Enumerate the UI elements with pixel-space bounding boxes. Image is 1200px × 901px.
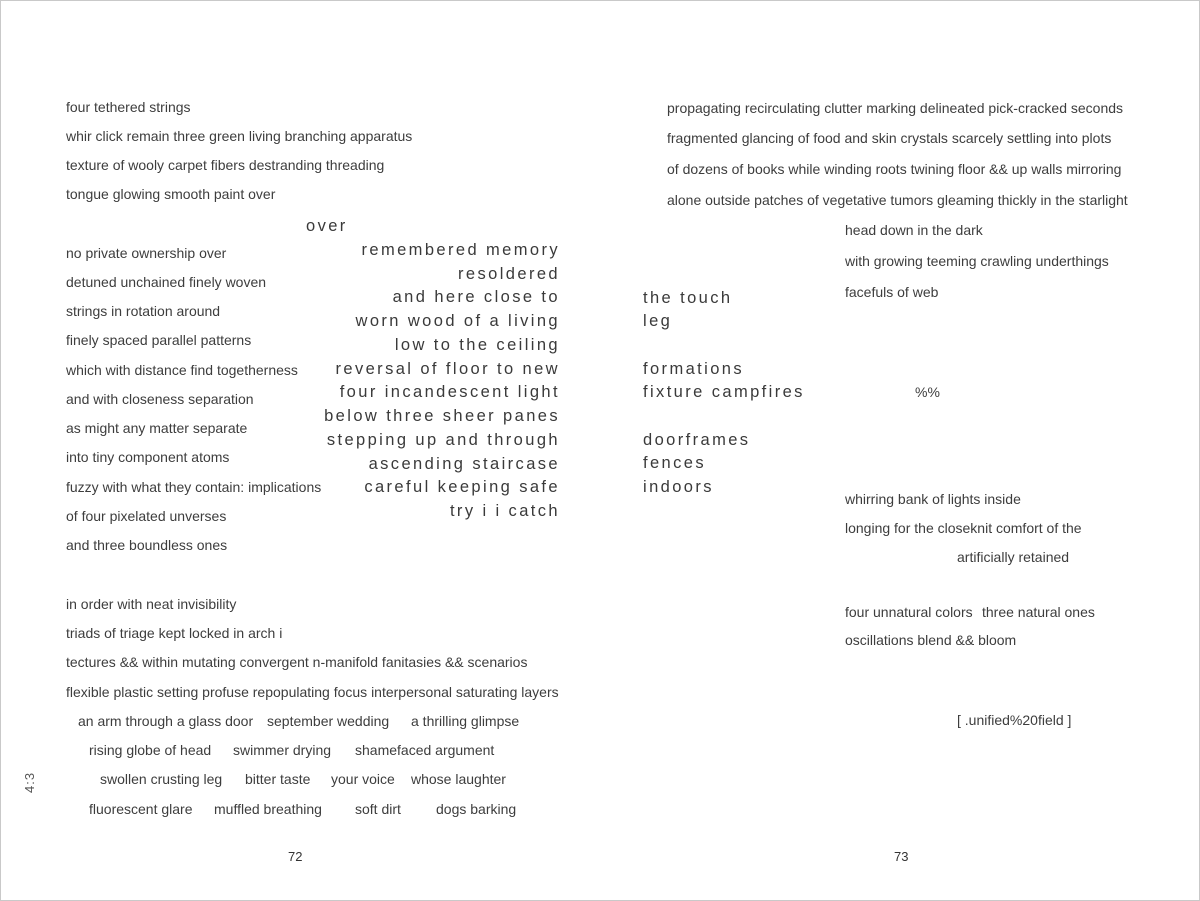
spaced-line: and here close to bbox=[392, 288, 560, 306]
side-label: 4:3 bbox=[22, 771, 37, 793]
spaced-line: the touch bbox=[643, 289, 733, 307]
spaced-line: careful keeping safe bbox=[364, 478, 560, 496]
phrase: whose laughter bbox=[411, 771, 506, 787]
text-line: longing for the closeknit comfort of the bbox=[845, 520, 1082, 536]
phrase: rising globe of head bbox=[89, 742, 212, 758]
phrase: shamefaced argument bbox=[355, 742, 495, 758]
spaced-line: indoors bbox=[643, 478, 714, 496]
text-line: four tethered strings bbox=[66, 99, 191, 115]
text-line: which with distance find togetherness bbox=[66, 362, 298, 378]
phrase: a thrilling glimpse bbox=[411, 713, 520, 729]
spaced-line: four incandescent light bbox=[339, 383, 560, 401]
text-line: oscillations blend && bloom bbox=[845, 632, 1017, 648]
phrase: september wedding bbox=[267, 713, 390, 729]
spaced-line: stepping up and through bbox=[326, 431, 560, 449]
spaced-line: leg bbox=[643, 312, 673, 330]
text-line: triads of triage kept locked in arch i bbox=[66, 625, 283, 641]
text-line: finely spaced parallel patterns bbox=[66, 332, 252, 348]
text-line: and three boundless ones bbox=[66, 537, 228, 553]
page-number-left: 72 bbox=[288, 849, 303, 864]
text-line: four unnatural colors bbox=[845, 604, 973, 620]
phrase: muffled breathing bbox=[214, 801, 322, 817]
text-line: with growing teeming crawling underthings bbox=[845, 253, 1109, 269]
text-line: fragmented glancing of food and skin crystals scarcely settling into plots bbox=[667, 130, 1112, 146]
text-line: flexible plastic setting profuse repopulating focus interpersonal saturating layers bbox=[66, 684, 559, 700]
phrase: an arm through a glass door bbox=[78, 713, 254, 729]
spaced-line: worn wood of a living bbox=[355, 312, 560, 330]
text-line: alone outside patches of vegetative tumors gleaming thickly in the starlight bbox=[667, 192, 1128, 208]
text-line: strings in rotation around bbox=[66, 303, 221, 319]
text-line: tectures && within mutating convergent n-manifold fanitasies && scenarios bbox=[66, 654, 528, 670]
text-line: no private ownership over bbox=[66, 245, 227, 261]
text-line: tongue glowing smooth paint over bbox=[66, 186, 276, 202]
text-line: into tiny component atoms bbox=[66, 449, 230, 465]
text-line: [ .unified%20field ] bbox=[957, 712, 1072, 728]
text-line: whir click remain three green living branching apparatus bbox=[66, 128, 413, 144]
spaced-line: remembered memory bbox=[361, 241, 560, 259]
phrase: swollen crusting leg bbox=[100, 771, 223, 787]
text-line: texture of wooly carpet fibers destranding threading bbox=[66, 157, 385, 173]
phrase: soft dirt bbox=[355, 801, 401, 817]
text-line: three natural ones bbox=[982, 604, 1095, 620]
phrase: fluorescent glare bbox=[89, 801, 193, 817]
spaced-line: below three sheer panes bbox=[324, 407, 560, 425]
spaced-line: fences bbox=[643, 454, 707, 472]
page-number-right: 73 bbox=[894, 849, 909, 864]
text-line: head down in the dark bbox=[845, 222, 983, 238]
phrase: swimmer drying bbox=[233, 742, 332, 758]
text-line: of dozens of books while winding roots twining floor && up walls mirroring bbox=[667, 161, 1122, 177]
spaced-line: fixture campfires bbox=[643, 383, 805, 401]
percent-mark: %% bbox=[915, 384, 940, 400]
spaced-word-over: over bbox=[306, 217, 348, 235]
spaced-line: doorframes bbox=[643, 431, 751, 449]
text-line: propagating recirculating clutter marking delineated pick-cracked seconds bbox=[667, 100, 1124, 116]
spaced-line: reversal of floor to new bbox=[335, 360, 560, 378]
text-line: whirring bank of lights inside bbox=[845, 491, 1021, 507]
text-line: of four pixelated unverses bbox=[66, 508, 227, 524]
phrase: dogs barking bbox=[436, 801, 517, 817]
text-line: artificially retained bbox=[957, 549, 1070, 565]
text-line: in order with neat invisibility bbox=[66, 596, 237, 612]
phrase: your voice bbox=[331, 771, 395, 787]
text-line: facefuls of web bbox=[845, 284, 939, 300]
spaced-line: ascending staircase bbox=[368, 455, 560, 473]
text-line: fuzzy with what they contain: implications bbox=[66, 479, 322, 495]
text-line: as might any matter separate bbox=[66, 420, 248, 436]
spaced-line: try i i catch bbox=[449, 502, 560, 520]
spaced-line: low to the ceiling bbox=[394, 336, 560, 354]
phrase: bitter taste bbox=[245, 771, 311, 787]
text-line: and with closeness separation bbox=[66, 391, 254, 407]
spaced-line: formations bbox=[643, 360, 745, 378]
spaced-line: resoldered bbox=[458, 265, 560, 283]
text-line: detuned unchained finely woven bbox=[66, 274, 267, 290]
